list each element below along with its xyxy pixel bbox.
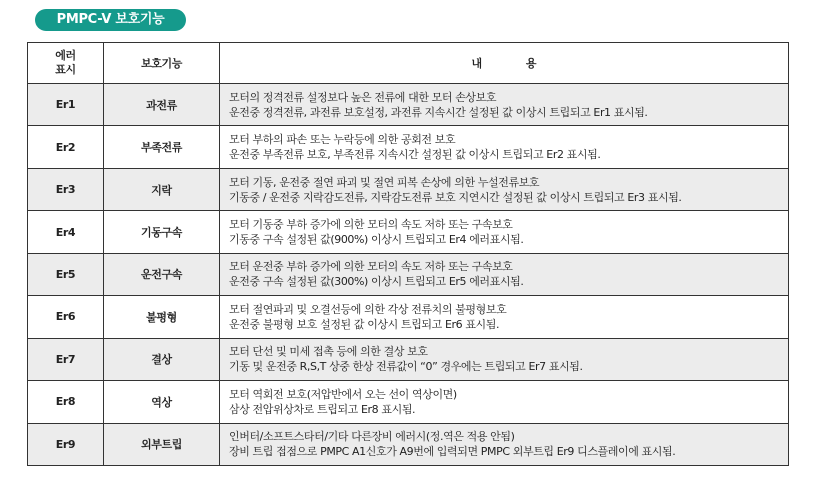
error-code: Er2 — [28, 126, 104, 168]
description: 인버터/소프트스타터/기타 다른장비 에러시(정.역은 적용 안됨) 장비 트립 접점으로 PMPC A1신호가 A9번에 입력되면 PMPC 외부트립 Er9 디스플레이에 표시됨. — [220, 423, 789, 466]
description: 모터 기동중 부하 증가에 의한 모터의 속도 저하 또는 구속보호 기동중 구속 설정된 값(900%) 이상시 트립되고 Er4 에러표시됨. — [220, 211, 789, 253]
table-header-row — [28, 43, 789, 84]
protection-name: 역상 — [104, 381, 220, 423]
protection-name: 기동구속 — [104, 211, 220, 253]
section-title-badge: PMPC-V 보호기능 — [35, 9, 186, 31]
description: 모터 기동, 운전중 절연 파괴 및 절연 피복 손상에 의한 누설전류보호 기동중 / 운전중 지락감도전류, 지락감도전류 보호 지연시간 설정된 값 이상시 트립되고 Er3 표시됨. — [220, 168, 789, 210]
table-row — [28, 126, 789, 168]
error-code: Er6 — [28, 296, 104, 338]
table-row — [28, 381, 789, 423]
table-row — [28, 338, 789, 380]
error-code: Er9 — [28, 423, 104, 466]
table-row — [28, 211, 789, 253]
protection-name: 과전류 — [104, 84, 220, 126]
table-row — [28, 423, 789, 466]
error-code: Er7 — [28, 338, 104, 380]
table-row — [28, 253, 789, 295]
protection-name: 결상 — [104, 338, 220, 380]
table-row — [28, 84, 789, 126]
protection-name: 지락 — [104, 168, 220, 210]
description: 모터 역회전 보호(저압반에서 오는 선이 역상이면) 삼상 전압위상차로 트립되고 Er8 표시됨. — [220, 381, 789, 423]
description: 모터 단선 및 미세 접촉 등에 의한 결상 보호 기동 및 운전중 R,S,T 상중 한상 전류값이 “0” 경우에는 트립되고 Er7 표시됨. — [220, 338, 789, 380]
table-row — [28, 296, 789, 338]
description: 모터의 정격전류 설정보다 높은 전류에 대한 모터 손상보호 운전중 정격전류, 과전류 보호설정, 과전류 지속시간 설정된 값 이상시 트립되고 Er1 표시됨. — [220, 84, 789, 126]
protection-function-table — [27, 42, 789, 466]
header-content: 내 용 — [220, 43, 789, 84]
error-code: Er4 — [28, 211, 104, 253]
protection-name: 부족전류 — [104, 126, 220, 168]
protection-name: 운전구속 — [104, 253, 220, 295]
error-code: Er5 — [28, 253, 104, 295]
protection-name: 외부트립 — [104, 423, 220, 466]
description: 모터 절연파괴 및 오결선등에 의한 각상 전류치의 불평형보호 운전중 불평형 보호 설정된 값 이상시 트립되고 Er6 표시됨. — [220, 296, 789, 338]
header-protection-function: 보호기능 — [104, 43, 220, 84]
header-error-display: 에러 표시 — [28, 43, 104, 84]
protection-name: 불평형 — [104, 296, 220, 338]
error-code: Er3 — [28, 168, 104, 210]
table-row — [28, 168, 789, 210]
error-code: Er1 — [28, 84, 104, 126]
description: 모터 부하의 파손 또는 누락등에 의한 공회전 보호 운전중 부족전류 보호, 부족전류 지속시간 설정된 값 이상시 트립되고 Er2 표시됨. — [220, 126, 789, 168]
error-code: Er8 — [28, 381, 104, 423]
description: 모터 운전중 부하 증가에 의한 모터의 속도 저하 또는 구속보호 운전중 구속 설정된 값(300%) 이상시 트립되고 Er5 에러표시됨. — [220, 253, 789, 295]
